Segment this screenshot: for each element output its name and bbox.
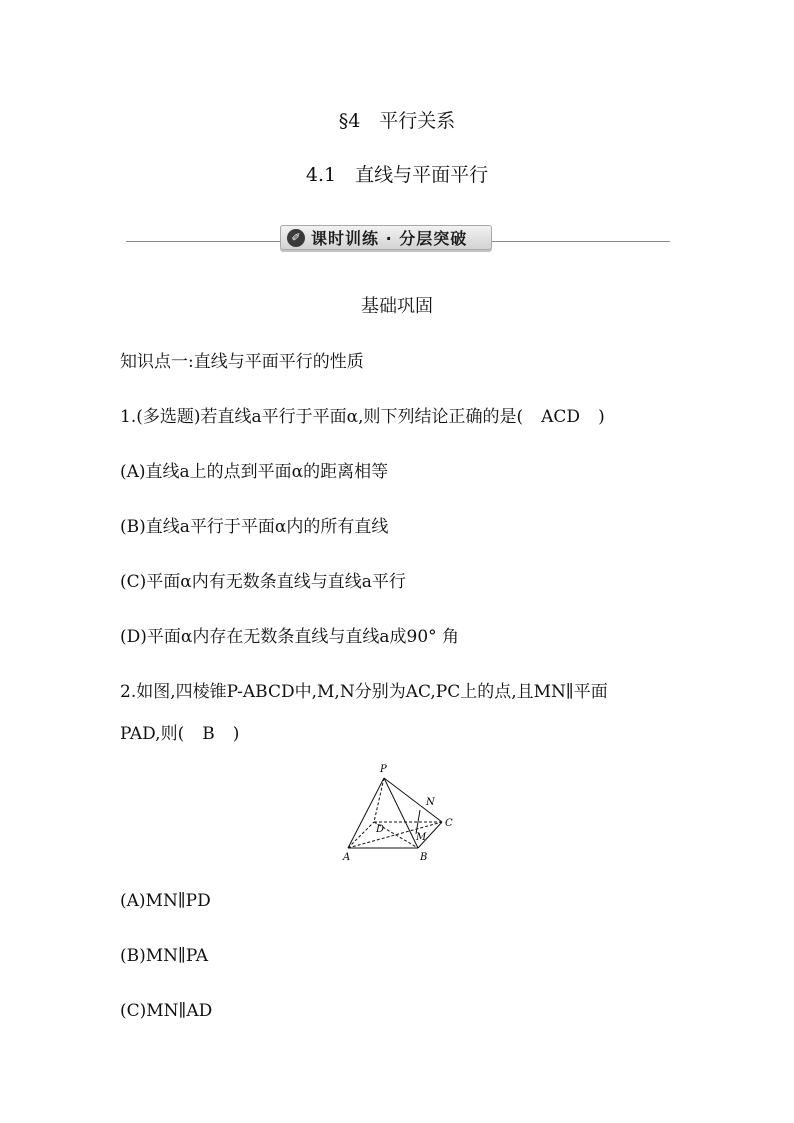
question-2-option-a: (A)MN∥PD — [120, 891, 211, 911]
pyramid-figure — [340, 760, 460, 868]
question-1-answer: ACD — [541, 407, 581, 427]
question-2-close: ) — [232, 724, 240, 744]
label-n: N — [426, 797, 435, 808]
label-a: A — [343, 852, 351, 863]
question-1-stem — [120, 402, 605, 427]
question-2-option-c: (C)MN∥AD — [120, 1001, 213, 1021]
label-b: B — [420, 852, 428, 863]
banner-text: 课时训练 · 分层突破 — [311, 229, 468, 248]
subsection-title: 4.1 直线与平面平行 — [305, 164, 489, 186]
question-1-option-a: (A)直线a上的点到平面α的距离相等 — [120, 462, 389, 482]
section-title: §4 平行关系 — [338, 110, 456, 132]
question-2-option-b: (B)MN∥PA — [120, 946, 209, 966]
question-1-text: 1.(多选题)若直线a平行于平面α,则下列结论正确的是( — [120, 407, 524, 427]
practice-banner — [280, 225, 492, 250]
question-1-option-b: (B)直线a平行于平面α内的所有直线 — [120, 517, 389, 537]
basic-consolidation-heading: 基础巩固 — [361, 296, 433, 317]
question-1-option-d: (D)平面α内存在无数条直线与直线a成90° 角 — [120, 627, 460, 647]
label-p: P — [380, 764, 387, 775]
knowledge-point-heading: 知识点一:直线与平面平行的性质 — [120, 352, 364, 372]
question-2-stem-line1: 2.如图,四棱锥P-ABCD中,M,N分别为AC,PC上的点,且MN∥平面 — [120, 682, 608, 702]
question-1-option-c: (C)平面α内有无数条直线与直线a平行 — [120, 572, 406, 592]
question-2-answer: B — [202, 724, 215, 744]
question-1-close: ) — [598, 407, 605, 427]
banner-rule-left — [126, 241, 282, 242]
question-2-text: PAD,则( — [120, 724, 185, 744]
label-c: C — [445, 818, 453, 829]
pencil-icon: ✐ — [287, 229, 305, 247]
banner-rule-right — [490, 241, 670, 242]
question-2-stem-line2 — [120, 719, 239, 744]
label-d: D — [376, 824, 385, 835]
label-m: M — [416, 832, 427, 843]
